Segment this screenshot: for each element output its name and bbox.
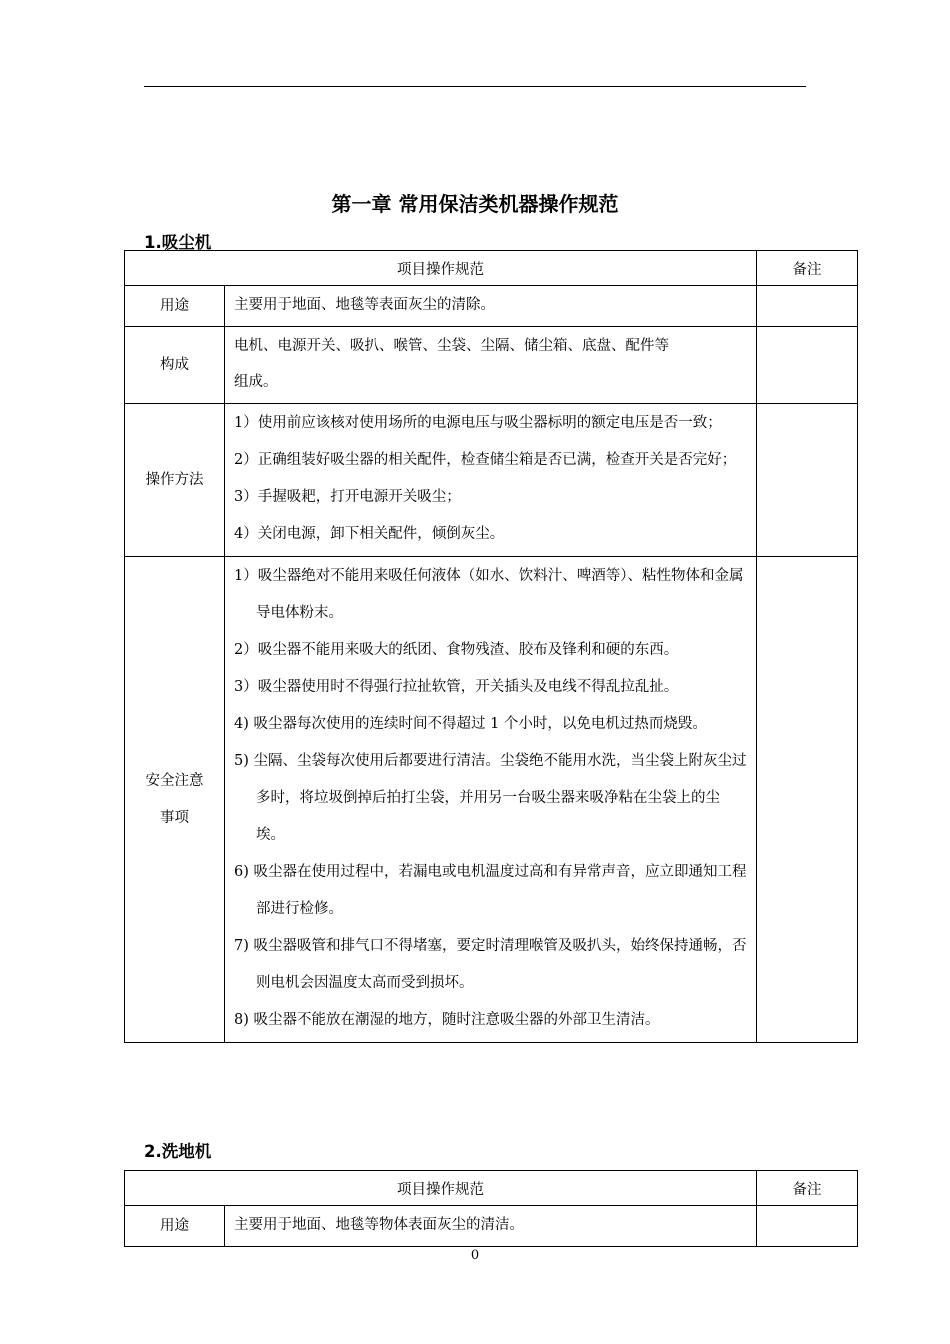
section-heading-floor-scrubber: 2.洗地机 <box>144 1142 212 1161</box>
list-item: 4) 吸尘器每次使用的连续时间不得超过 1 个小时，以免电机过热而烧毁。 <box>234 716 707 732</box>
row-label: 用途 <box>125 286 225 327</box>
content-line: 组成。 <box>234 374 278 390</box>
list-item: 3）手握吸耙，打开电源开关吸尘； <box>234 489 461 505</box>
note-cell <box>757 327 858 404</box>
list-item: 2）正确组装好吸尘器的相关配件，检查储尘箱是否已满，检查开关是否完好； <box>234 452 737 468</box>
header-rule <box>144 86 806 87</box>
list-item: 7) 吸尘器吸管和排气口不得堵塞，要定时清理喉管及吸扒头，始终保持通畅，否则电机会因温度太高而受到损坏。 <box>234 938 747 991</box>
list-item: 1）使用前应该核对使用场所的电源电压与吸尘器标明的额定电压是否一致； <box>234 415 722 431</box>
note-cell <box>757 1206 858 1247</box>
note-cell <box>757 557 858 1043</box>
note-column-header: 备注 <box>757 1171 858 1206</box>
content-line: 电机、电源开关、吸扒、喉管、尘袋、尘隔、储尘箱、底盘、配件等 <box>234 338 669 354</box>
table-row <box>125 557 858 1043</box>
row-content <box>225 286 757 327</box>
row-label: 操作方法 <box>125 404 225 557</box>
row-label: 构成 <box>125 327 225 404</box>
table-header-row <box>125 251 858 286</box>
row-content <box>225 404 757 557</box>
list-item: 2）吸尘器不能用来吸大的纸团、食物残渣、胶布及锋利和硬的东西。 <box>234 642 679 658</box>
list-item: 3）吸尘器使用时不得强行拉扯软管，开关插头及电线不得乱拉乱扯。 <box>234 679 679 695</box>
content-line: 主要用于地面、地毯等物体表面灰尘的清洁。 <box>234 1217 524 1233</box>
row-content <box>225 1206 757 1247</box>
table-row <box>125 1206 858 1247</box>
content-line: 主要用于地面、地毯等表面灰尘的清除。 <box>234 297 495 313</box>
note-cell <box>757 286 858 327</box>
list-item: 6) 吸尘器在使用过程中，若漏电或电机温度过高和有异常声音，应立即通知工程部进行检修。 <box>234 864 747 917</box>
page-number: 0 <box>470 1248 480 1263</box>
spec-column-header: 项目操作规范 <box>125 1171 757 1206</box>
section-heading-vacuum: 1.吸尘机 <box>144 233 212 252</box>
note-column-header: 备注 <box>757 251 858 286</box>
note-cell <box>757 404 858 557</box>
list-item: 5) 尘隔、尘袋每次使用后都要进行清洁。尘袋绝不能用水洗，当尘袋上附灰尘过多时，将垃圾倒掉后拍打尘袋，并用另一台吸尘器来吸净粘在尘袋上的尘埃。 <box>234 753 747 843</box>
table-header-row <box>125 1171 858 1206</box>
vacuum-spec-table <box>124 250 858 1043</box>
table-row <box>125 327 858 404</box>
list-item: 1）吸尘器绝对不能用来吸任何液体（如水、饮料汁、啤酒等）、粘性物体和金属导电体粉末。 <box>234 568 744 621</box>
row-label: 安全注意事项 <box>125 557 225 1043</box>
list-item: 4）关闭电源，卸下相关配件，倾倒灰尘。 <box>234 526 505 542</box>
table-row <box>125 404 858 557</box>
row-label: 用途 <box>125 1206 225 1247</box>
list-item: 8) 吸尘器不能放在潮湿的地方，随时注意吸尘器的外部卫生清洁。 <box>234 1012 660 1028</box>
chapter-title: 第一章 常用保洁类机器操作规范 <box>331 192 619 216</box>
spec-column-header: 项目操作规范 <box>125 251 757 286</box>
row-content <box>225 327 757 404</box>
row-content <box>225 557 757 1043</box>
table-row <box>125 286 858 327</box>
floor-scrubber-spec-table <box>124 1170 858 1247</box>
